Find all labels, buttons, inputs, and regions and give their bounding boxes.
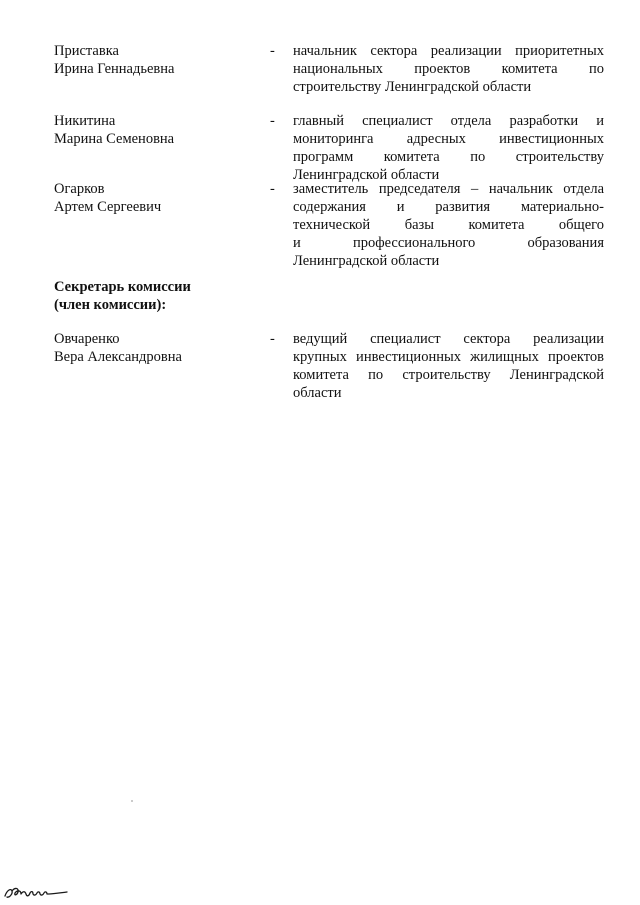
member-position [293,180,604,270]
position-line: мониторинга адресных инвестиционных [293,131,604,147]
member-given-names: Марина Семеновна [54,131,175,147]
position-line: области [293,385,342,401]
position-line: содержания и развития материально- [293,199,604,215]
member-given-names: Ирина Геннадьевна [54,61,175,77]
member-name [54,112,254,148]
position-line: главный специалист отдела разработки и [293,113,604,129]
member-surname: Никитина [54,113,116,129]
position-line: комитета по строительству Ленинградской [293,367,604,383]
secretary-given-names: Вера Александровна [54,349,182,365]
position-line: технической базы комитета общего [293,217,604,233]
scan-speck [131,800,133,802]
secretary-heading [54,278,191,314]
position-line: Ленинградской области [293,167,440,183]
position-line: крупных инвестиционных жилищных проектов [293,349,604,365]
secretary-surname: Овчаренко [54,331,120,347]
secretary-position [293,330,604,402]
separator-dash: - [270,113,275,129]
position-line: и профессионального образования [293,235,604,251]
separator-dash: - [270,331,275,347]
member-name [54,42,254,78]
separator-dash: - [270,43,275,59]
secretary-heading-line: Секретарь комиссии [54,279,191,295]
position-line: национальных проектов комитета по [293,61,604,77]
member-name [54,180,254,216]
position-line: начальник сектора реализации приоритетных [293,43,604,59]
secretary-name [54,330,254,366]
member-given-names: Артем Сергеевич [54,199,162,215]
position-line: заместитель председателя – начальник отдела [293,181,604,197]
separator-dash: - [270,181,275,197]
handwritten-initials-signature [3,882,69,902]
member-surname: Приставка [54,43,119,59]
member-position [293,112,604,184]
member-position [293,42,604,96]
position-line: Ленинградской области [293,253,440,269]
position-line: программ комитета по строительству [293,149,604,165]
secretary-heading-line: (член комиссии): [54,297,167,313]
member-surname: Огарков [54,181,105,197]
position-line: ведущий специалист сектора реализации [293,331,604,347]
position-line: строительству Ленинградской области [293,79,532,95]
